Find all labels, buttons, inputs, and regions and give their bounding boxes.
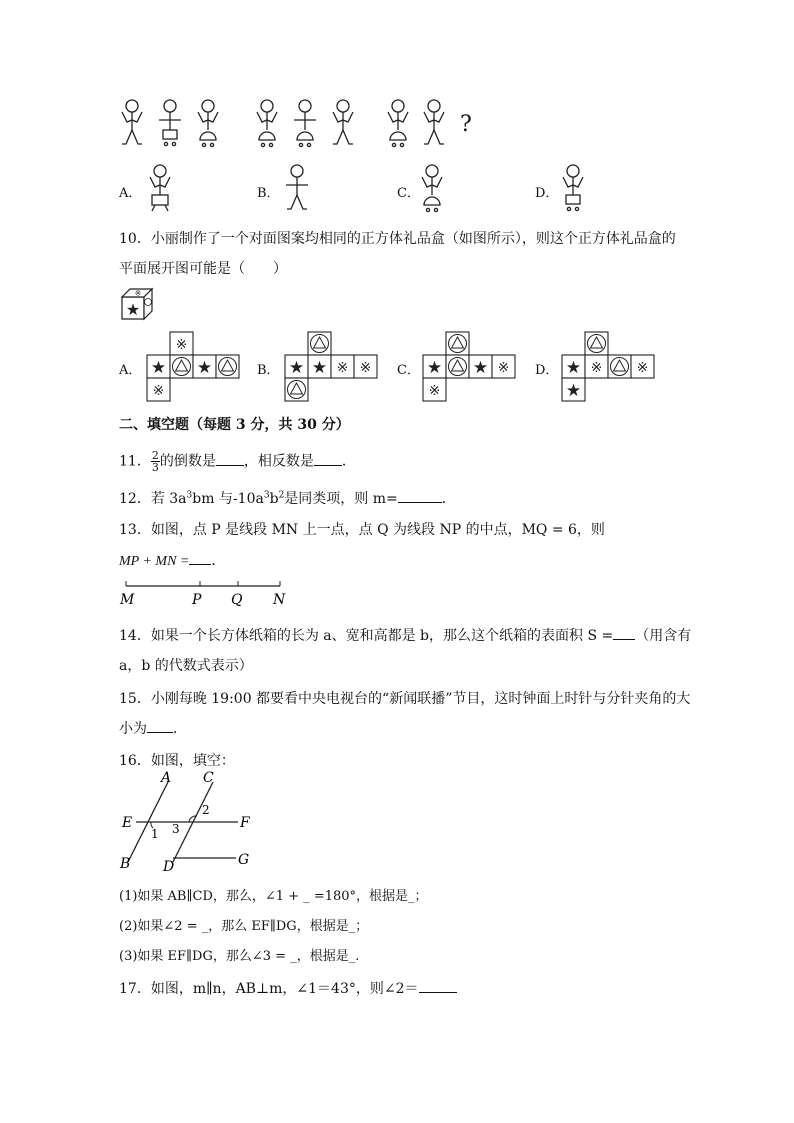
q10-text-line1: 10．小丽制作了一个对面图案均相同的正方体礼品盒（如图所示），则这个正方体礼品盒的	[119, 231, 676, 247]
q15-blank	[147, 732, 173, 733]
gift-cube-figure	[120, 287, 160, 327]
q16-sub1: (1)如果 AB∥CD，那么，∠1 + _ =180°，根据是_；	[119, 889, 428, 904]
point-m-label: M	[120, 592, 135, 608]
svg-text:※: ※	[636, 360, 649, 376]
label-d: D	[163, 859, 175, 875]
q15-line2: 小为 ．	[119, 721, 187, 737]
stick-figure-3	[198, 100, 218, 147]
option-figure-a	[150, 165, 170, 211]
q10-option-b-label: B．	[257, 363, 280, 378]
net-d-cell-3	[585, 355, 608, 378]
option-figure-c	[422, 165, 442, 212]
q9-option-c-label: C．	[397, 186, 420, 201]
stick-figure-6	[333, 100, 353, 144]
net-b-cell-5	[354, 355, 377, 378]
label-g: G	[238, 852, 250, 868]
svg-text:★: ★	[150, 358, 167, 378]
q15-line1: 15．小刚每晚 19:00 都要看中央电视台的“新闻联播”节目，这时钟面上时针与分针夹角的大	[119, 691, 691, 707]
q12: 12．若 $3a^3bm$ 与$-10a^3b^2$是同类项，则 m= ．	[119, 490, 456, 507]
q11-number: 11．	[119, 453, 151, 470]
q11-blank-2	[314, 465, 342, 466]
stick-figure-1	[122, 100, 142, 144]
net-d-cell-6	[562, 378, 585, 401]
point-q-label: Q	[231, 592, 243, 608]
parallel-lines-figure	[118, 770, 278, 875]
q16-sub2: (2)如果∠2 = _，那么 EF∥DG，根据是_；	[119, 919, 369, 934]
svg-text:★: ★	[565, 381, 582, 401]
net-a-cell-6	[147, 378, 170, 401]
label-a: A	[161, 770, 172, 786]
net-a-cell-3	[170, 355, 193, 378]
stick-figure-8	[424, 100, 444, 144]
net-a-cell-4	[193, 355, 216, 378]
q11-text-b: ，相反数是	[243, 453, 314, 470]
net-c-cell-2	[423, 355, 446, 378]
svg-text:★: ★	[288, 358, 305, 378]
svg-text:★: ★	[311, 358, 328, 378]
net-d-cell-1	[585, 332, 608, 355]
q10-option-d-label: D．	[535, 363, 559, 378]
net-c-cell-6	[423, 378, 446, 401]
net-b-cell-1	[308, 332, 331, 355]
svg-text:※: ※	[590, 360, 603, 376]
net-c-cell-5	[492, 355, 515, 378]
net-c-cell-3	[446, 355, 469, 378]
q17-blank	[419, 992, 457, 993]
q10-option-c-label: C．	[397, 363, 420, 378]
net-a-cell-1	[170, 332, 193, 355]
q16-sub3: (3)如果 EF∥DG，那么∠3 = _，根据是_.	[119, 949, 360, 964]
option-figure-d	[563, 165, 583, 211]
q14-line2: a，b 的代数式表示）	[119, 658, 253, 674]
q9-question-mark: ?	[460, 112, 472, 137]
q11-fraction: $\frac{2}{3}$	[151, 449, 159, 474]
net-b-cell-3	[308, 355, 331, 378]
label-f: F	[240, 815, 250, 831]
q11: 11． $\frac{2}{3}$ 的倒数是 ，相反数是 ．	[119, 449, 356, 474]
net-b-cell-2	[285, 355, 308, 378]
q10-text-line2: 平面展开图可能是（ ）	[119, 261, 287, 277]
stick-figure-5	[294, 100, 316, 147]
angle-3-label: 3	[172, 822, 180, 836]
net-c-cell-1	[446, 332, 469, 355]
q11-text-a: 的倒数是	[159, 453, 216, 470]
angle-1-label: 1	[151, 827, 159, 841]
label-c: C	[203, 770, 214, 786]
q17: 17．如图，m∥n，AB⊥m，∠1＝43°，则∠2＝	[119, 978, 457, 998]
point-n-label: N	[273, 592, 286, 608]
section-heading: 二、填空题（每题 3 分，共 30 分）	[119, 417, 350, 433]
segment-figure	[118, 578, 318, 608]
net-d-cell-2	[562, 355, 585, 378]
point-p-label: P	[192, 592, 202, 608]
cube-cross-icon: ※	[134, 289, 142, 298]
q14-line1: 14．如果一个长方体纸箱的长为 a、宽和高都是 b，那么这个纸箱的表面积 S = （用含有	[119, 628, 692, 644]
svg-text:★: ★	[472, 358, 489, 378]
svg-text:★: ★	[196, 358, 213, 378]
net-d-cell-5	[631, 355, 654, 378]
svg-text:※: ※	[152, 383, 165, 399]
net-b-cell-6	[285, 378, 308, 401]
net-d-cell-4	[608, 355, 631, 378]
q14-blank	[613, 639, 635, 640]
label-e: E	[122, 815, 133, 831]
angle-2-label: 2	[202, 803, 210, 817]
q13-line1: 13．如图，点 P 是线段 MN 上一点，点 Q 为线段 NP 的中点，MQ = 6，则	[119, 522, 605, 538]
svg-text:※: ※	[497, 360, 510, 376]
stick-figure-2	[159, 100, 181, 146]
stick-figure-7	[388, 100, 408, 147]
net-b-cell-4	[331, 355, 354, 378]
q9-option-a-label: A．	[119, 186, 142, 201]
q12-blank	[398, 502, 442, 503]
q10-option-a-label: A．	[119, 363, 142, 378]
svg-text:※: ※	[359, 360, 372, 376]
q9-option-d-label: D．	[535, 186, 559, 201]
q11-blank-1	[216, 465, 244, 466]
svg-text:★: ★	[426, 358, 443, 378]
svg-text:※: ※	[428, 383, 441, 399]
label-b: B	[120, 856, 131, 872]
net-a-cell-5	[216, 355, 239, 378]
q9-option-b-label: B．	[257, 186, 280, 201]
net-a-cell-2	[147, 355, 170, 378]
q13-line2: MP + MN = ．	[119, 553, 226, 569]
svg-text:※: ※	[175, 337, 188, 353]
svg-text:※: ※	[336, 360, 349, 376]
cube-star-icon: ★	[125, 300, 141, 319]
svg-text:★: ★	[565, 358, 582, 378]
stick-figure-4	[257, 100, 277, 147]
option-figure-b	[286, 165, 308, 209]
q13-blank	[189, 564, 211, 565]
q16-intro: 16．如图，填空：	[119, 753, 235, 769]
net-c-cell-4	[469, 355, 492, 378]
